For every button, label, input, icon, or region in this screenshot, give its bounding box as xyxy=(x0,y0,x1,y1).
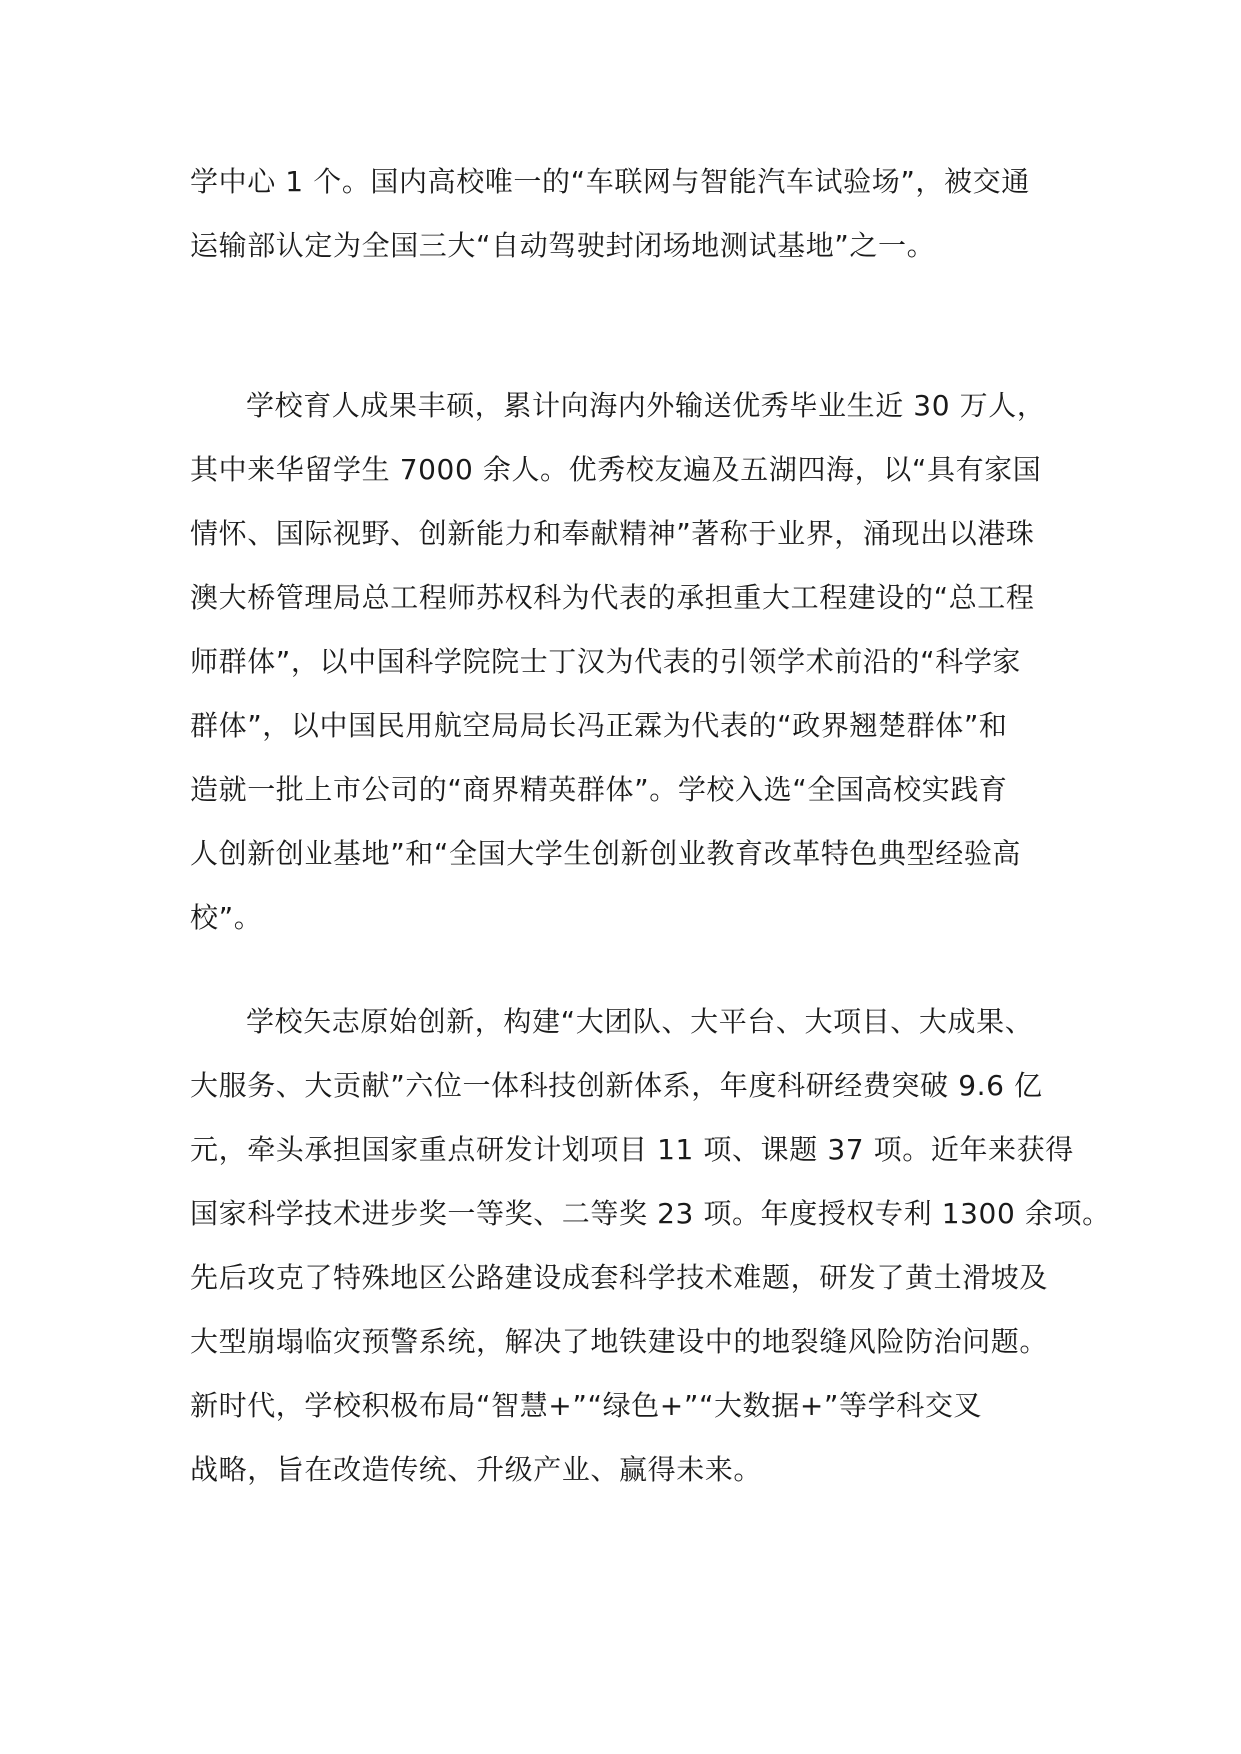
text-line: 情怀、国际视野、创新能力和奉献精神”著称于业界，涌现出以港珠 xyxy=(190,517,1035,550)
text-line: 元，牵头承担国家重点研发计划项目 11 项、课题 37 项。近年来获得 xyxy=(190,1133,1074,1166)
text-line: 先后攻克了特殊地区公路建设成套科学技术难题，研发了黄土滑坡及 xyxy=(190,1261,1049,1294)
text-line: 国家科学技术进步奖一等奖、二等奖 23 项。年度授权专利 1300 余项。 xyxy=(190,1197,1111,1230)
text-line: 大服务、大贡献”六位一体科技创新体系，年度科研经费突破 9.6 亿 xyxy=(190,1069,1043,1102)
text-line: 学校育人成果丰硕，累计向海内外输送优秀毕业生近 30 万人， xyxy=(246,389,1046,422)
text-line: 造就一批上市公司的“商界精英群体”。学校入选“全国高校实践育 xyxy=(190,773,1008,806)
text-line: 战略，旨在改造传统、升级产业、赢得未来。 xyxy=(190,1453,763,1486)
text-line: 其中来华留学生 7000 余人。优秀校友遍及五湖四海，以“具有家国 xyxy=(190,453,1042,486)
text-line: 群体”，以中国民用航空局局长冯正霖为代表的“政界翘楚群体”和 xyxy=(190,709,1008,742)
text-line: 学中心 1 个。国内高校唯一的“车联网与智能汽车试验场”，被交通 xyxy=(190,165,1030,198)
text-line: 新时代，学校积极布局“智慧+”“绿色+”“大数据+”等学科交叉 xyxy=(190,1389,983,1422)
text-line: 师群体”，以中国科学院院士丁汉为代表的引领学术前沿的“科学家 xyxy=(190,645,1022,678)
text-line: 人创新创业基地”和“全国大学生创新创业教育改革特色典型经验高 xyxy=(190,837,1022,870)
paragraph-education-achievements xyxy=(190,374,1050,950)
text-line: 学校矢志原始创新，构建“大团队、大平台、大项目、大成果、 xyxy=(246,1005,1034,1038)
text-line: 校”。 xyxy=(190,901,263,934)
text-line: 澳大桥管理局总工程师苏权科为代表的承担重大工程建设的“总工程 xyxy=(190,581,1035,614)
text-line: 运输部认定为全国三大“自动驾驶封闭场地测试基地”之一。 xyxy=(190,229,936,262)
paragraph-continuation xyxy=(190,150,1050,278)
text-line: 大型崩塌临灾预警系统，解决了地铁建设中的地裂缝风险防治问题。 xyxy=(190,1325,1049,1358)
paragraph-research-innovation xyxy=(190,990,1111,1502)
